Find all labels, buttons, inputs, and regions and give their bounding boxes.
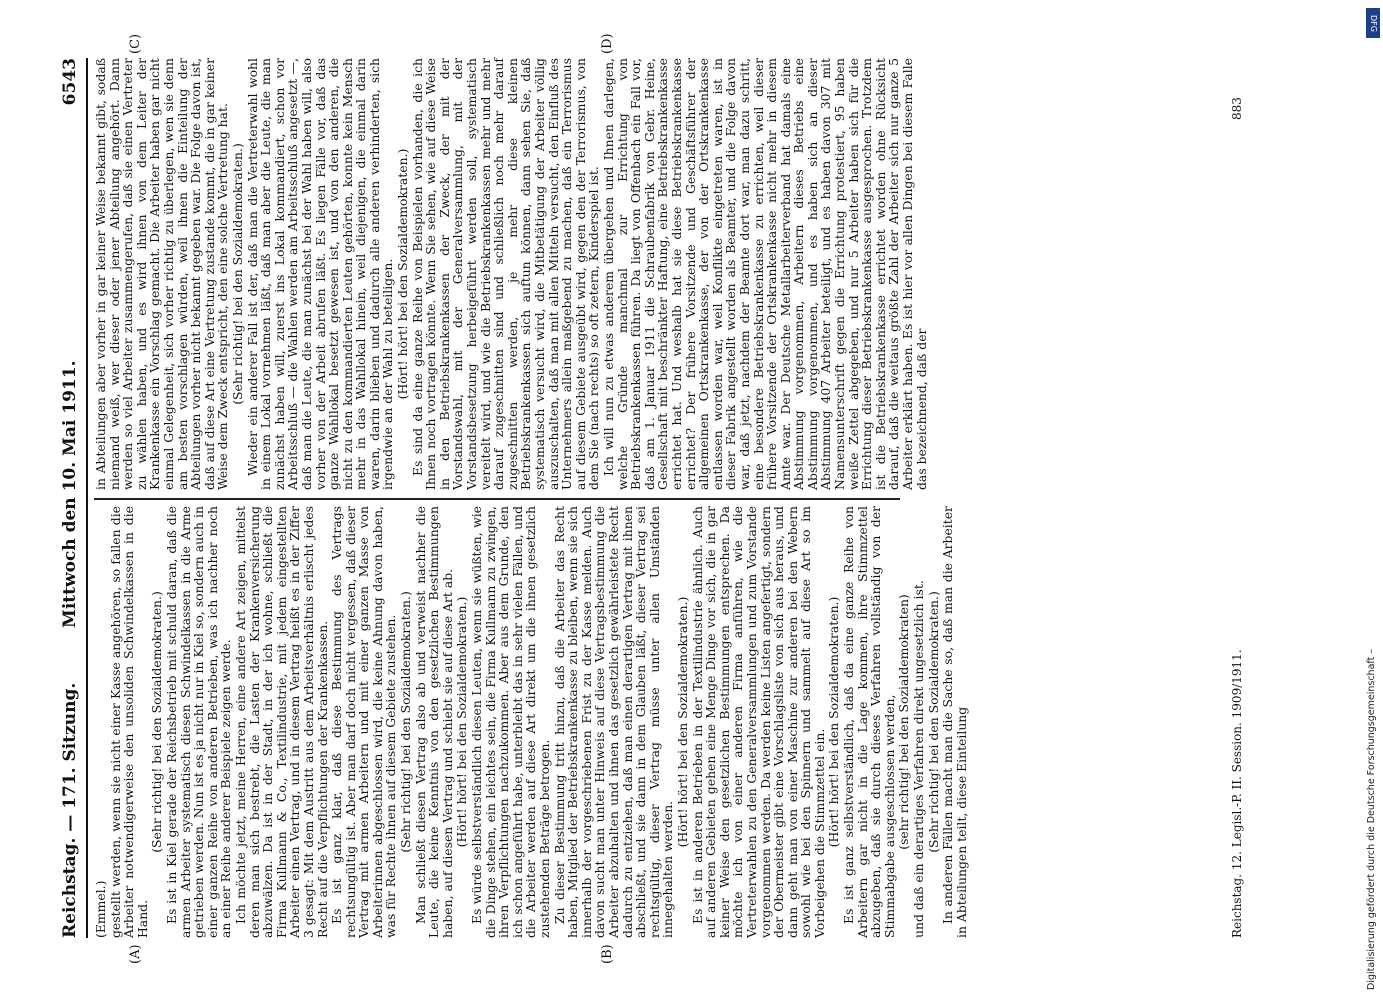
paragraph: Ich möchte jetzt, meine Herren, eine andere Art zeigen, mittelst deren man sich bestrebt, die Lasten der Krankenversicherung abzuwälzen. Da ist in der Stadt, in der ich wohne, schließt die Firma Kullmann & Co., Textilindustrie, mit jedem eingestellten Arbeiter einen Vertrag, und in diesem Vertrag heißt es in der Ziffer 3 gesagt: Mit dem Austritt aus dem Arbeitsverhältnis erlischt jedes Recht auf die Verpflichtungen der Krankenkassen. <box>232 506 330 938</box>
margin-letter-b: (B) <box>600 944 615 964</box>
page-number: 6543 <box>60 58 80 106</box>
right-column <box>93 58 929 490</box>
interjection: (Hört! hört! bei den Sozialdemokraten.) <box>826 596 842 848</box>
digitization-credit <box>1364 10 1380 990</box>
interjection: (sehr richtig! bei den Sozialdemokraten) <box>896 594 912 850</box>
interjection: (Sehr richtig! bei den Sozialdemokraten.) <box>925 591 941 853</box>
paragraph: Es ist in Kiel gerade der Reichsbetrieb mit schuld daran, daß die armen Arbeiter systematisch diesen Schwindelkassen in die Arme getrieben werden. Nun ist es ja nicht nur in Kiel so, sondern auch in einer ganzen Reihe von anderen Betrieben, was ich nachher noch an einer Reihe anderer Beispiele zeigen werde. <box>163 506 234 938</box>
header-rule <box>86 58 88 938</box>
credit-text: Digitalisierung gefördert durch die Deutsche Forschungsgemeinschaft – <box>1366 648 1377 990</box>
paragraph: und daß ein derartiges Verfahren direkt ungesetzlich ist. <box>911 580 927 938</box>
column-separator <box>94 499 900 501</box>
interjection: (Hört! hört! bei den Sozialdemokraten.) <box>674 596 690 848</box>
page-code: 883 <box>1230 97 1244 120</box>
paragraph: Zu dieser Bestimmung tritt hinzu, daß die Arbeiter das Recht haben, Mitglied der Betriebskrankenkasse zu bleiben, wenn sie sich innerhalb der vorgeschriebenen Frist zu der Kasse melden. Auch davon sucht man unter Hinweis auf diese Vertragsbestimmung die Arbeiter abzuhalten und ihnen das gesetzlich gewährleistete Recht dadurch zu entziehen, daß man einen derartigen Vertrag mit ihnen abschließt, und sie dann in dem Glauben läßt, dieser Vertrag sei rechtsgültig, dieser Vertrag müsse unter allen Umständen innegehalten werden. <box>551 506 676 938</box>
margin-letter-d: (D) <box>600 33 615 54</box>
margin-letter-c: (C) <box>128 33 143 54</box>
margin-letter-a: (A) <box>128 944 143 964</box>
paragraph: in Abteilungen aber vorher in gar keiner Weise bekannt gibt, sodaß niemand weiß, wer dieser oder jener Abteilung angehört. Dann werden so viel Arbeiter zusammengerufen, daß sie einen Vertreter zu wählen haben, und es wird ihnen von dem Leiter der Krankenkasse ein Vorschlag gemacht. Die Arbeiter haben gar nicht einmal Gelegenheit, sich vorher richtig zu überlegen, wen sie denn am besten vorschlagen würden, weil ihnen die Einteilung der Abteilungen vorher nicht bekannt gegeben war. Die Folge davon ist, daß auf diese Art eine Vertretung zustande kommt, die in gar keiner Weise dem Zweck entspricht, den eine solche Vertretung hat. <box>93 58 231 490</box>
paragraph: Es ist ganz selbstverständlich, daß da eine ganze Reihe von Arbeitern gar nicht in die Lage kommen, ihre Stimmzettel abzugeben, daß sie durch dieses Verfahren vollständig von der Stimmabgabe ausgeschlossen werden, <box>841 506 897 938</box>
page-header <box>58 58 84 938</box>
left-column <box>93 506 969 938</box>
paragraph: Ich will nun zu etwas anderem übergehen und Ihnen darlegen, welche Gründe manchmal zur Errichtung von Betriebskrankenkassen führen. Da liegt von Offenbach ein Fall vor, daß am 1. Januar 1911 die Schraubenfabrik von Gebr. Heine, Gesellschaft mit beschränkter Haftung, eine Betriebskrankenkasse errichtet hat. Und weshalb hat sie diese Betriebskrankenkasse errichtet? Der frühere Vorsitzende und Geschäftsführer der allgemeinen Ortskrankenkasse, der von der Ortskrankenkasse entlassen worden war, weil Konflikte eingetreten waren, ist in dieser Fabrik angestellt worden als Beamter, und die Folge davon war, daß jetzt, nachdem der Beamte dort war, man dazu schritt, eine besondere Betriebskrankenkasse zu errichten, weil dieser frühere Vorsitzende der Ortskrankenkasse nicht mehr in diesem Amte war. Der Deutsche Metallarbeiterverband hat damals eine Abstimmung vorgenommen, Arbeitern dieses Betriebs eine Abstimmung vorgenommen, und es haben sich an dieser Abstimmung 407 Arbeiter beteiligt, und es haben davon 307 mit Namensunterschrift gegen die Errichtung protestiert, 95 haben weiße Zettel abgegeben, und nur 5 Arbeiter haben sich für die Errichtung dieser Betriebskrankenkasse ausgesprochen. Trotzdem ist die Betriebskrankenkasse errichtet worden ohne Rücksicht darauf, daß die weitaus größte Zahl der Arbeiter sich nur ganze 5 Arbeiter erklärt haben. Es ist hier vor allen Dingen bei diesem Falle das bezeichnend, daß der <box>600 58 929 490</box>
paragraph: Es würde selbstverständlich diesen Leuten, wenn sie wüßten, wie die Dinge stehen, ein leichtes sein, die Firma Kullmann zu zwingen, ihren Verpflichtungen nachzukommen. Aber aus dem Grunde, den ich schon angeführt habe, unterbleibt das in sehr vielen Fällen, und die Arbeiter werden auf diese Art direkt um die ihnen gesetzlich zustehenden Beträge betrogen. <box>469 506 552 938</box>
paragraph: In anderen Fällen macht man die Sache so, daß man die Arbeiter in Abteilungen teilt, diese Einteilung <box>940 506 969 938</box>
paragraph: Man schließt diesen Vertrag also ab und verweist nachher die Leute, die keine Kenntnis von den gesetzlichen Bestimmungen haben, auf diesen Vertrag und schiebt sie auf diese Art ab. <box>412 506 455 938</box>
interjection: (Sehr richtig! bei den Sozialdemokraten.) <box>149 591 165 853</box>
paragraph: gestellt werden, wenn sie nicht einer Kasse angehören, so fallen die Arbeiter notwendigerweise den unsoliden Schwindelkassen in die Hand. <box>107 506 150 938</box>
page-footer: Reichstag. 12. Legisl.-P. II. Session. 1909/1911. <box>1230 649 1244 938</box>
paragraph: Es sind da eine ganze Reihe von Beispielen vorhanden, die ich Ihnen noch vortragen könnte. Wenn Sie sehen, wie auf diese Weise in den Betriebskrankenkassen der Zweck, der mit der Vorstandswahl, mit der Generalversammlung, mit der Vorstandsbesetzung herbeigeführt werden soll, systematisch vereitelt wird, und wie die Betriebskrankenkassen mehr und mehr darauf zugeschnitten sind und schließlich noch mehr darauf zugeschnitten werden, je mehr diese kleinen Betriebskrankenkassen sich auftun können, dann sehen Sie, daß systematisch versucht wird, die Mitbetätigung der Arbeiter völlig auszuschalten, daß man mit allen Mitteln versucht, den Einfluß des Unternehmers allein maßgebend zu machen, daß ein Terrorismus auf diesem Gebiete ausgeübt wird, gegen den der Terrorismus, von dem Sie (nach rechts) so oft zetern, Kinderspiel ist. <box>409 58 602 490</box>
interjection: (Hört! hört! bei den Sozialdemokraten.) <box>395 148 411 400</box>
interjection: (Sehr richtig! bei den Sozialdemokraten.) <box>229 143 245 405</box>
interjection: (Hört! hört! bei den Sozialdemokraten.) <box>454 596 470 848</box>
paragraph: Es ist ganz klar, daß diese Bestimmung des Vertrags rechtsungültig ist. Aber man darf doch nicht vergessen, daß dieser Vertrag mit armen Arbeitern und mit einer ganzen Masse von Arbeiterinnen abgeschlossen wird, die keine Ahnung davon haben, was für Rechte ihnen auf diesem Gebiete zustehen. <box>329 506 399 938</box>
paragraph: Es ist in anderen Betrieben in der Textilindustrie ähnlich. Auch auf anderen Gebieten gehen eine Menge Dinge vor sich, die in gar keiner Weise den gesetzlichen Bestimmungen entsprechen. Da möchte ich von einer anderen Firma anführen, wie die Vertreterwahlen zu den Generalversammlungen und zum Vorstande vorgenommen werden. Da werden keine Listen angefertigt, sondern der Obermeister gibt eine Vorschlagsliste von sich aus heraus, und dann geht man von einer Maschine zur anderen bei den Webern sowohl wie bei den Spinnern und sammelt auf diese Art so im Vorbeigehen die Stimmzettel ein. <box>689 506 827 938</box>
header-left: Reichstag. — 171. Sitzung. <box>60 682 80 938</box>
header-date: Mittwoch den 10. Mai 1911. <box>60 360 80 628</box>
dfg-logo: DFG <box>1366 8 1380 38</box>
paragraph: Wieder ein anderer Fall ist der, daß man die Vertreterwahl wohl in einem Lokal vornehmen läßt, daß man aber die Leute, die man zunächst haben will, zuerst ins Lokal kommandiert, schon vor Arbeitsschluß — die Wahlen werden am Arbeitsschluß angesetzt —, daß man die Leute, die man zunächst bei der Wahl haben will, also vorher von der Arbeit abrufen läßt. Es liegen Fälle vor, daß das ganze Wahllokal besetzt gewesen ist, und von den anderen, die nicht zu den kommandierten Leuten gehörten, konnte kein Mensch mehr in das Wahllokal hinein, weil diejenigen, die einmal darin waren, darin blieben und dadurch alle anderen verhinderten, sich irgendwie an der Wahl zu beteiligen. <box>244 58 396 490</box>
interjection: (Sehr richtig! bei den Sozialdemokraten.) <box>398 591 414 853</box>
speaker-label: (Emmel.) <box>93 880 108 938</box>
